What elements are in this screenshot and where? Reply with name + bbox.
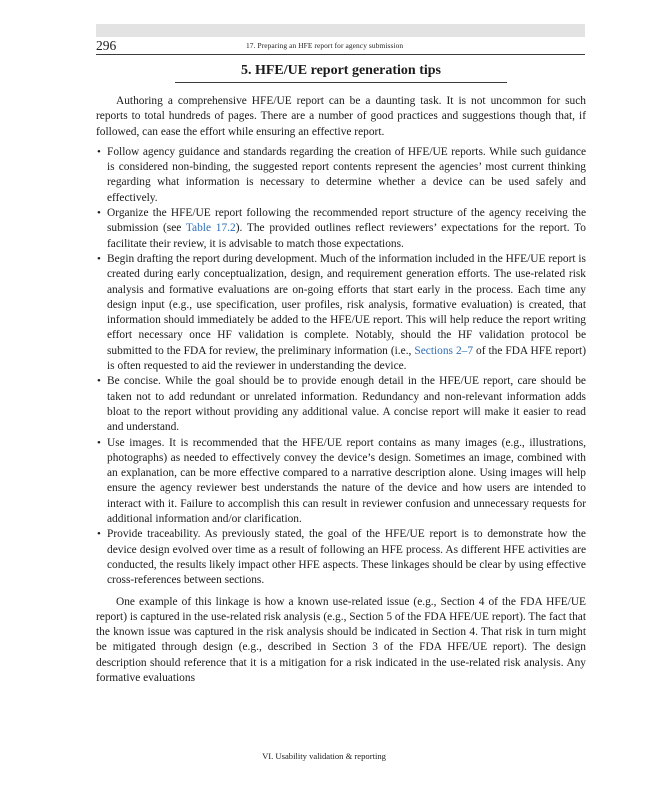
bullet-text: Follow agency guidance and standards regarding the creation of HFE/UE reports. While such guidance is considered non-binding, the suggested report contents represent the agencies’ most current thinking regarding what information is necessary to determine whether a device can be used safely and effectively. — [107, 145, 586, 204]
bullet-icon: • — [97, 436, 101, 449]
list-item — [96, 436, 586, 528]
bullet-text-before: Begin drafting the report during development. Much of the information included in the HFE/UE report is created during early conceptualization, design, and requirement generation efforts. The use-related risk analysis and formative evaluations are on-going efforts that start early in the process. Each time any design input (e.g., use specification, user profiles, risk analysis, formative evaluation) is created, that information should immediately be added to the HFE/UE report. This will help reduce the report writing effort necessary once HF validation is complete. Notably, should the HF validation protocol be submitted to the FDA for review, the preliminary information (i.e., — [107, 252, 586, 357]
section-heading: 5. HFE/UE report generation tips — [175, 62, 507, 83]
bullet-text-after: of the FDA HFE report) is often requested to aid the reviewer in understanding the device. — [107, 344, 586, 373]
bullet-icon: • — [97, 252, 101, 265]
bullet-icon: • — [97, 207, 101, 220]
top-bar — [96, 24, 585, 37]
bullet-text: Provide traceability. As previously stated, the goal of the HFE/UE report is to demonstrate how the device design evolved over time as a result of following an HFE process. As different HFE activities are conducted, the results likely impact other HFE aspects. These linkages should be clear by using effective cross-references between sections. — [107, 528, 586, 587]
list-item — [96, 145, 586, 206]
bullet-text: Be concise. While the goal should be to provide enough detail in the HFE/UE report, care should be taken not to add redundant or unrelated information. Redundancy and non-relevant information adds bloat to the report without providing any additional value. A concise report will make it easier to read and understand. — [107, 375, 586, 434]
bullet-icon: • — [97, 528, 101, 541]
bullet-icon: • — [97, 375, 101, 388]
tips-list — [96, 145, 586, 589]
page-number: 296 — [96, 38, 117, 53]
body-text — [96, 94, 586, 686]
bullet-text — [107, 206, 586, 252]
bullet-text — [107, 252, 586, 374]
list-item — [96, 527, 586, 588]
sections-link[interactable]: Sections 2–7 — [414, 344, 474, 357]
bullet-icon: • — [97, 145, 101, 158]
list-item — [96, 206, 586, 252]
bullet-text-after: ). The provided outlines reflect reviewers’ expectations for the report. To facilitate their review, it is advisable to match those expectations. — [107, 222, 586, 250]
running-title: 17. Preparing an HFE report for agency submission — [246, 41, 404, 50]
footer: VI. Usability validation & reporting — [262, 751, 386, 761]
list-item — [96, 374, 586, 435]
bullet-text: Use images. It is recommended that the HFE/UE report contains as many images (e.g., illustrations, photographs) as needed to effectively convey the device’s design. Sometimes an image, combined with an explanation, can be more effective compared to a narrative description alone. Using images will help ensure the agency reviewer best understands the nature of the device and how users are intended to interact with it. Failure to accomplish this can result in reviewer confusion and unnecessary requests for additional information and/or clarification. — [107, 436, 586, 526]
list-item — [96, 252, 586, 374]
intro-paragraph: Authoring a comprehensive HFE/UE report can be a daunting task. It is not uncommon for such reports to total hundreds of pages. There are a number of good practices and suggestions though that, if followed, can ease the effort while ensuring an effective report. — [96, 95, 586, 138]
closing-paragraph: One example of this linkage is how a known use-related issue (e.g., Section 4 of the FDA HFE/UE report) is captured in the use-related risk analysis (e.g., Section 5 of the FDA HFE/UE report). The fact that the known issue was captured in the risk analysis should be indicated in Section 4. That risk in turn might be mitigated through design (e.g., described in Section 3 of the FDA HFE/UE report). The design description should reference that it is a mitigation for a risk indicated in the use-related risk analysis. Any formative evaluations — [96, 595, 586, 684]
bullet-text-before: Organize the HFE/UE report following the recommended report structure of the agency receiving the submission (see — [107, 207, 586, 235]
table-link[interactable]: Table 17.2 — [185, 222, 236, 235]
running-header — [96, 38, 585, 55]
